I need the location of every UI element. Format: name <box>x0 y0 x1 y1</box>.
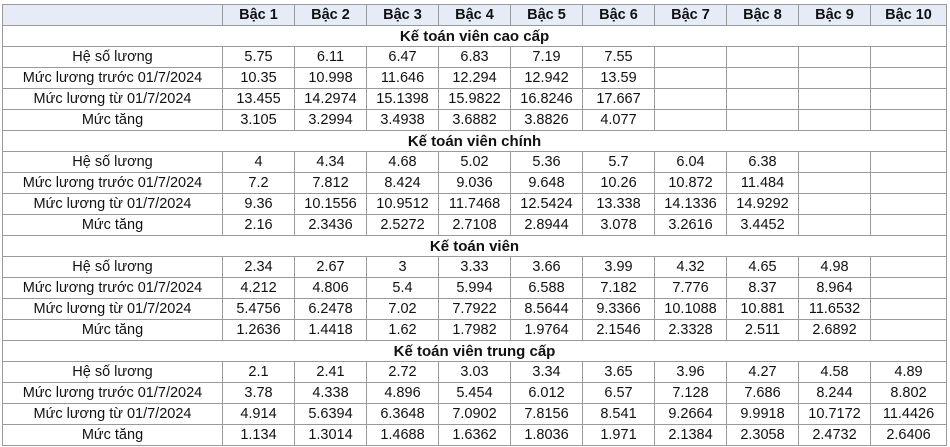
table-cell <box>727 89 799 110</box>
table-cell: 7.776 <box>655 278 727 299</box>
table-cell: 4.077 <box>583 110 655 131</box>
table-cell: 3.4452 <box>727 215 799 236</box>
section-title: Kế toán viên <box>3 236 947 257</box>
table-cell <box>871 215 947 236</box>
table-cell: 3.6882 <box>439 110 511 131</box>
section-title-row <box>3 131 947 152</box>
table-cell: 7.19 <box>511 47 583 68</box>
table-cell: 7.0902 <box>439 404 511 425</box>
row-label: Mức tăng <box>3 425 223 446</box>
table-cell: 6.11 <box>295 47 367 68</box>
section-title-row <box>3 236 947 257</box>
table-cell: 1.4418 <box>295 320 367 341</box>
table-cell: 1.6362 <box>439 425 511 446</box>
table-cell: 15.9822 <box>439 89 511 110</box>
table-cell: 2.6406 <box>871 425 947 446</box>
table-cell: 2.1 <box>223 362 295 383</box>
table-cell: 9.36 <box>223 194 295 215</box>
table-cell <box>871 278 947 299</box>
section-title-row <box>3 341 947 362</box>
table-cell: 7.55 <box>583 47 655 68</box>
table-cell <box>871 173 947 194</box>
column-header: Bậc 8 <box>727 5 799 26</box>
table-cell: 2.3058 <box>727 425 799 446</box>
table-cell: 4.89 <box>871 362 947 383</box>
table-row <box>3 299 947 320</box>
table-cell: 3.66 <box>511 257 583 278</box>
table-row <box>3 425 947 446</box>
column-header: Bậc 6 <box>583 5 655 26</box>
table-cell: 2.1546 <box>583 320 655 341</box>
table-cell <box>799 89 871 110</box>
column-header: Bậc 10 <box>871 5 947 26</box>
table-cell: 2.1384 <box>655 425 727 446</box>
table-cell: 3.8826 <box>511 110 583 131</box>
table-cell: 2.72 <box>367 362 439 383</box>
header-row <box>3 5 947 26</box>
row-label: Mức lương trước 01/7/2024 <box>3 278 223 299</box>
table-cell <box>799 110 871 131</box>
table-cell <box>799 194 871 215</box>
table-cell <box>799 47 871 68</box>
table-cell: 4.98 <box>799 257 871 278</box>
table-cell <box>655 68 727 89</box>
table-cell: 7.128 <box>655 383 727 404</box>
table-cell: 3.078 <box>583 215 655 236</box>
table-cell: 8.424 <box>367 173 439 194</box>
section-title: Kế toán viên chính <box>3 131 947 152</box>
row-label: Hệ số lương <box>3 257 223 278</box>
table-cell: 2.4732 <box>799 425 871 446</box>
table-cell <box>727 68 799 89</box>
row-label: Mức lương từ 01/7/2024 <box>3 194 223 215</box>
table-cell: 8.964 <box>799 278 871 299</box>
table-cell: 14.2974 <box>295 89 367 110</box>
table-cell: 10.9512 <box>367 194 439 215</box>
table-cell: 2.8944 <box>511 215 583 236</box>
table-cell: 13.455 <box>223 89 295 110</box>
table-cell: 1.62 <box>367 320 439 341</box>
column-header: Bậc 5 <box>511 5 583 26</box>
header-empty-cell <box>3 5 223 26</box>
table-cell: 14.9292 <box>727 194 799 215</box>
table-cell: 4.68 <box>367 152 439 173</box>
table-row <box>3 257 947 278</box>
column-header: Bậc 9 <box>799 5 871 26</box>
row-label: Hệ số lương <box>3 47 223 68</box>
table-cell: 4 <box>223 152 295 173</box>
table-cell: 10.872 <box>655 173 727 194</box>
table-cell: 7.8156 <box>511 404 583 425</box>
table-cell: 5.6394 <box>295 404 367 425</box>
table-cell <box>799 173 871 194</box>
table-cell: 5.4 <box>367 278 439 299</box>
table-cell: 12.294 <box>439 68 511 89</box>
table-cell: 9.9918 <box>727 404 799 425</box>
table-cell: 12.5424 <box>511 194 583 215</box>
table-cell: 8.37 <box>727 278 799 299</box>
table-cell: 2.34 <box>223 257 295 278</box>
table-cell: 7.686 <box>727 383 799 404</box>
column-header: Bậc 7 <box>655 5 727 26</box>
table-cell: 4.27 <box>727 362 799 383</box>
table-cell: 3.2994 <box>295 110 367 131</box>
table-cell: 4.58 <box>799 362 871 383</box>
table-cell: 13.59 <box>583 68 655 89</box>
row-label: Mức tăng <box>3 320 223 341</box>
table-cell: 3.65 <box>583 362 655 383</box>
table-cell: 1.4688 <box>367 425 439 446</box>
table-cell: 5.02 <box>439 152 511 173</box>
row-label: Mức lương từ 01/7/2024 <box>3 299 223 320</box>
table-cell: 17.667 <box>583 89 655 110</box>
table-cell: 5.75 <box>223 47 295 68</box>
table-cell: 2.7108 <box>439 215 511 236</box>
table-cell: 7.182 <box>583 278 655 299</box>
table-cell <box>871 194 947 215</box>
table-cell: 8.541 <box>583 404 655 425</box>
table-row <box>3 383 947 404</box>
table-cell: 6.04 <box>655 152 727 173</box>
table-cell <box>871 47 947 68</box>
column-header: Bậc 4 <box>439 5 511 26</box>
table-cell: 3.99 <box>583 257 655 278</box>
table-cell: 3.96 <box>655 362 727 383</box>
table-cell: 11.484 <box>727 173 799 194</box>
row-label: Mức tăng <box>3 110 223 131</box>
table-cell: 10.1088 <box>655 299 727 320</box>
table-cell: 3.105 <box>223 110 295 131</box>
table-cell <box>871 299 947 320</box>
table-cell: 4.34 <box>295 152 367 173</box>
table-cell: 6.2478 <box>295 299 367 320</box>
table-cell <box>871 68 947 89</box>
table-cell: 3.03 <box>439 362 511 383</box>
row-label: Mức lương từ 01/7/2024 <box>3 89 223 110</box>
table-cell: 2.3328 <box>655 320 727 341</box>
table-cell <box>727 110 799 131</box>
table-cell: 13.338 <box>583 194 655 215</box>
table-cell: 3.33 <box>439 257 511 278</box>
salary-table <box>2 4 947 446</box>
table-cell: 2.16 <box>223 215 295 236</box>
table-cell <box>655 47 727 68</box>
table-row <box>3 110 947 131</box>
table-cell <box>799 68 871 89</box>
table-cell: 1.971 <box>583 425 655 446</box>
table-cell: 1.7982 <box>439 320 511 341</box>
table-cell <box>871 110 947 131</box>
table-cell: 5.4756 <box>223 299 295 320</box>
table-cell: 1.9764 <box>511 320 583 341</box>
table-cell: 2.6892 <box>799 320 871 341</box>
table-row <box>3 152 947 173</box>
table-cell: 6.3648 <box>367 404 439 425</box>
table-row <box>3 404 947 425</box>
table-cell: 10.881 <box>727 299 799 320</box>
table-cell: 1.134 <box>223 425 295 446</box>
table-cell: 10.7172 <box>799 404 871 425</box>
table-cell: 8.802 <box>871 383 947 404</box>
section-title: Kế toán viên cao cấp <box>3 26 947 47</box>
table-row <box>3 362 947 383</box>
table-header <box>3 5 947 26</box>
row-label: Mức lương trước 01/7/2024 <box>3 68 223 89</box>
table-cell: 6.83 <box>439 47 511 68</box>
table-cell: 16.8246 <box>511 89 583 110</box>
table-cell: 10.998 <box>295 68 367 89</box>
table-cell: 3.2616 <box>655 215 727 236</box>
row-label: Mức tăng <box>3 215 223 236</box>
table-row <box>3 89 947 110</box>
table-cell: 5.454 <box>439 383 511 404</box>
table-cell: 7.812 <box>295 173 367 194</box>
table-cell: 2.3436 <box>295 215 367 236</box>
table-cell: 7.02 <box>367 299 439 320</box>
table-cell: 4.212 <box>223 278 295 299</box>
table-cell: 4.896 <box>367 383 439 404</box>
table-cell: 11.7468 <box>439 194 511 215</box>
table-cell: 3.78 <box>223 383 295 404</box>
table-cell: 11.646 <box>367 68 439 89</box>
table-cell: 4.338 <box>295 383 367 404</box>
table-cell: 9.2664 <box>655 404 727 425</box>
table-row <box>3 278 947 299</box>
row-label: Mức lương trước 01/7/2024 <box>3 173 223 194</box>
table-row <box>3 47 947 68</box>
table-cell: 5.994 <box>439 278 511 299</box>
table-cell: 6.38 <box>727 152 799 173</box>
table-cell: 2.5272 <box>367 215 439 236</box>
table-row <box>3 173 947 194</box>
table-cell: 10.1556 <box>295 194 367 215</box>
table-cell <box>871 89 947 110</box>
row-label: Mức lương từ 01/7/2024 <box>3 404 223 425</box>
table-cell: 4.32 <box>655 257 727 278</box>
row-label: Hệ số lương <box>3 152 223 173</box>
table-cell: 4.914 <box>223 404 295 425</box>
table-cell: 9.648 <box>511 173 583 194</box>
table-cell: 14.1336 <box>655 194 727 215</box>
section-title-row <box>3 26 947 47</box>
table-body <box>3 26 947 446</box>
table-cell: 7.7922 <box>439 299 511 320</box>
table-cell: 4.806 <box>295 278 367 299</box>
table-cell <box>799 215 871 236</box>
table-cell <box>799 152 871 173</box>
table-row <box>3 194 947 215</box>
table-cell: 5.36 <box>511 152 583 173</box>
column-header: Bậc 2 <box>295 5 367 26</box>
column-header: Bậc 3 <box>367 5 439 26</box>
table-cell: 10.35 <box>223 68 295 89</box>
table-cell <box>871 152 947 173</box>
table-cell: 1.8036 <box>511 425 583 446</box>
row-label: Mức lương trước 01/7/2024 <box>3 383 223 404</box>
table-cell <box>727 47 799 68</box>
table-cell: 15.1398 <box>367 89 439 110</box>
table-row <box>3 215 947 236</box>
row-label: Hệ số lương <box>3 362 223 383</box>
table-cell: 5.7 <box>583 152 655 173</box>
table-cell: 6.588 <box>511 278 583 299</box>
table-cell: 1.2636 <box>223 320 295 341</box>
table-cell: 9.036 <box>439 173 511 194</box>
table-cell: 2.67 <box>295 257 367 278</box>
table-cell: 3.4938 <box>367 110 439 131</box>
table-cell: 2.511 <box>727 320 799 341</box>
table-cell: 7.2 <box>223 173 295 194</box>
table-cell: 6.012 <box>511 383 583 404</box>
table-cell: 11.6532 <box>799 299 871 320</box>
table-cell: 2.41 <box>295 362 367 383</box>
table-cell <box>871 320 947 341</box>
table-cell <box>871 257 947 278</box>
table-cell: 6.57 <box>583 383 655 404</box>
section-title: Kế toán viên trung cấp <box>3 341 947 362</box>
table-cell <box>655 89 727 110</box>
table-cell: 3 <box>367 257 439 278</box>
column-header: Bậc 1 <box>223 5 295 26</box>
table-cell: 12.942 <box>511 68 583 89</box>
table-row <box>3 320 947 341</box>
table-cell: 8.244 <box>799 383 871 404</box>
table-cell: 4.65 <box>727 257 799 278</box>
table-cell: 6.47 <box>367 47 439 68</box>
table-cell <box>655 110 727 131</box>
table-cell: 10.26 <box>583 173 655 194</box>
table-cell: 3.34 <box>511 362 583 383</box>
table-cell: 1.3014 <box>295 425 367 446</box>
table-cell: 9.3366 <box>583 299 655 320</box>
table-row <box>3 68 947 89</box>
table-cell: 11.4426 <box>871 404 947 425</box>
table-cell: 8.5644 <box>511 299 583 320</box>
